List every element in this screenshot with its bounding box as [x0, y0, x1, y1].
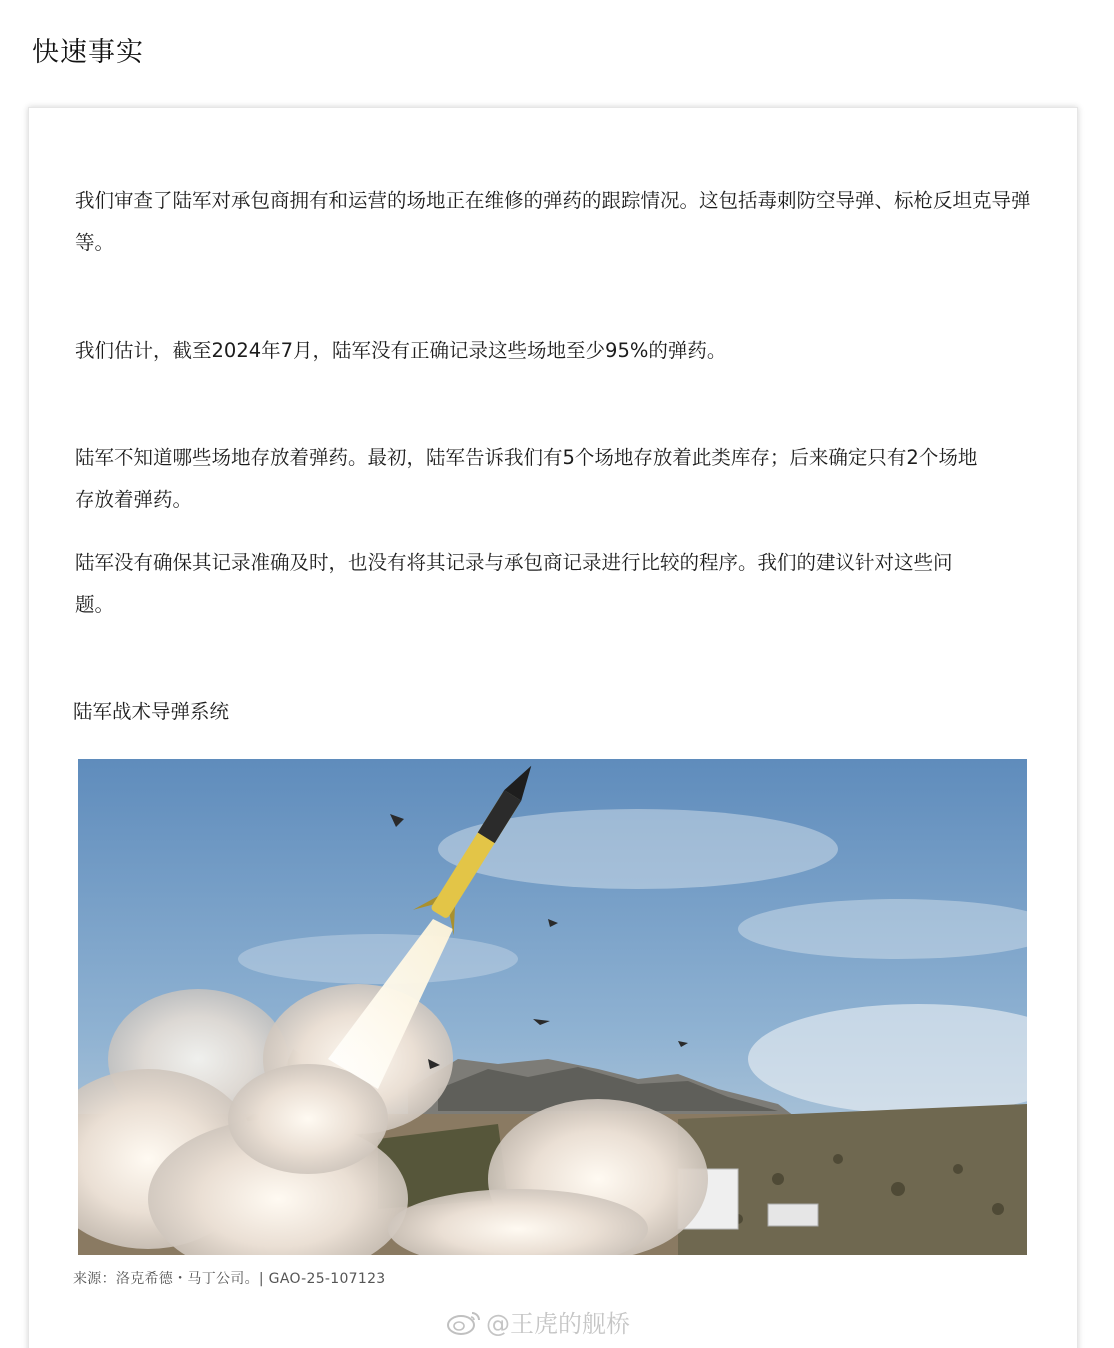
paragraph-site-locations: 陆军不知道哪些场地存放着弹药。最初，陆军告诉我们有5个场地存放着此类库存；后来确定只有2个场地存放着弹药。: [75, 446, 978, 511]
image-heading: 陆军战术导弹系统: [73, 700, 230, 723]
paragraph-estimate: 我们估计，截至2024年7月，陆军没有正确记录这些场地至少95%的弹药。: [75, 339, 727, 362]
missile-launch-photo: [78, 759, 1027, 1255]
image-caption: 来源：洛克希德・马丁公司。| GAO-25-107123: [73, 1271, 386, 1287]
paragraph-review-scope: 我们审查了陆军对承包商拥有和运营的场地正在维修的弹药的跟踪情况。这包括毒刺防空导弹、标枪反坦克导弹等。: [75, 189, 1031, 254]
content-card: [28, 107, 1078, 1348]
paragraph-procedures: 陆军没有确保其记录准确及时，也没有将其记录与承包商记录进行比较的程序。我们的建议针对这些问题。: [75, 551, 953, 616]
weibo-icon: [446, 1308, 482, 1336]
page-title: 快速事实: [32, 37, 144, 68]
watermark: [446, 1304, 630, 1339]
watermark-text: @王虎的舰桥: [486, 1310, 630, 1338]
